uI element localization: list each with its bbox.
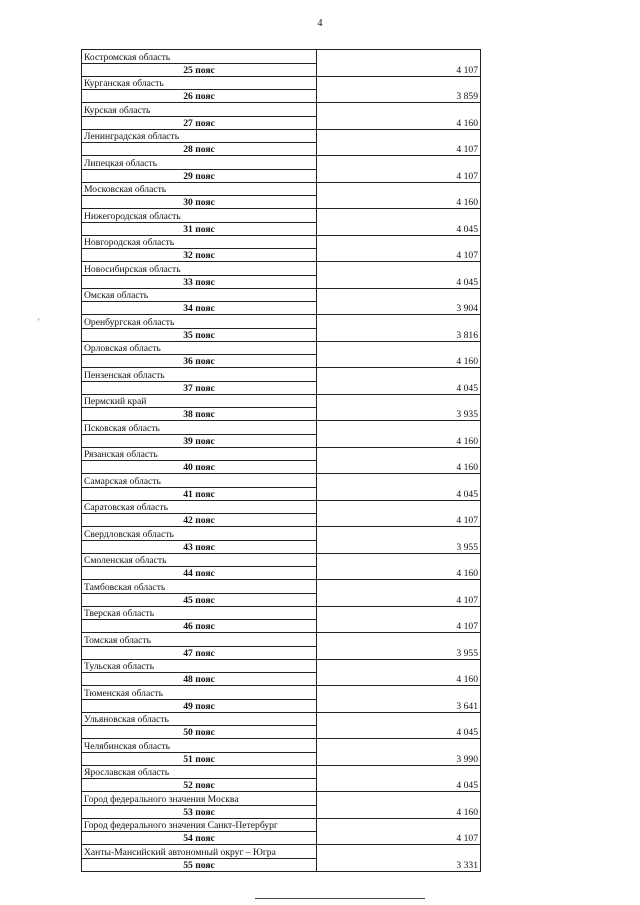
region-row (82, 606, 481, 620)
region-value: 4 160 (317, 553, 481, 580)
region-name: Тверская область (82, 606, 317, 620)
region-value: 4 160 (317, 341, 481, 368)
region-row (82, 580, 481, 594)
region-value: 4 160 (317, 659, 481, 686)
region-name: Курганская область (82, 76, 317, 90)
region-row (82, 818, 481, 832)
region-value: 4 107 (317, 235, 481, 262)
region-name: Нижегородская область (82, 209, 317, 223)
region-value: 4 107 (317, 129, 481, 156)
belt-label: 52 пояс (82, 779, 317, 792)
region-value: 3 955 (317, 633, 481, 660)
region-value: 4 045 (317, 765, 481, 792)
belt-label: 27 пояс (82, 116, 317, 129)
page-number: 4 (317, 18, 323, 29)
region-row (82, 103, 481, 117)
region-value: 4 045 (317, 712, 481, 739)
region-value: 4 107 (317, 580, 481, 607)
region-value: 3 641 (317, 686, 481, 713)
region-row (82, 182, 481, 196)
region-name: Самарская область (82, 474, 317, 488)
region-value: 4 107 (317, 50, 481, 77)
region-name: Рязанская область (82, 447, 317, 461)
region-row (82, 209, 481, 223)
belt-label: 44 пояс (82, 567, 317, 580)
belt-label: 36 пояс (82, 355, 317, 368)
belt-label: 47 пояс (82, 646, 317, 659)
belt-label: 35 пояс (82, 328, 317, 341)
region-value: 4 160 (317, 447, 481, 474)
belt-label: 49 пояс (82, 699, 317, 712)
belt-label: 39 пояс (82, 434, 317, 447)
region-name: Курская область (82, 103, 317, 117)
belt-label: 54 пояс (82, 832, 317, 845)
region-name: Омская область (82, 288, 317, 302)
region-row (82, 739, 481, 753)
region-row (82, 394, 481, 408)
belt-label: 38 пояс (82, 408, 317, 421)
region-row (82, 76, 481, 90)
belt-label: 48 пояс (82, 673, 317, 686)
belt-label: 33 пояс (82, 275, 317, 288)
region-row (82, 686, 481, 700)
region-name: Пермский край (82, 394, 317, 408)
region-name: Тульская область (82, 659, 317, 673)
region-value: 4 045 (317, 209, 481, 236)
region-name: Челябинская область (82, 739, 317, 753)
region-name: Ульяновская область (82, 712, 317, 726)
region-value: 3 990 (317, 739, 481, 766)
region-value: 4 160 (317, 421, 481, 448)
belt-label: 30 пояс (82, 196, 317, 209)
region-row (82, 368, 481, 382)
region-name: Московская область (82, 182, 317, 196)
region-name: Саратовская область (82, 500, 317, 514)
region-row (82, 500, 481, 514)
region-name: Ярославская область (82, 765, 317, 779)
belt-label: 40 пояс (82, 461, 317, 474)
region-row (82, 262, 481, 276)
belt-label: 25 пояс (82, 63, 317, 76)
belt-label: 29 пояс (82, 169, 317, 182)
region-row (82, 50, 481, 64)
region-name: Смоленская область (82, 553, 317, 567)
region-value: 4 107 (317, 156, 481, 183)
region-name: Пензенская область (82, 368, 317, 382)
region-row (82, 235, 481, 249)
belt-label: 26 пояс (82, 90, 317, 103)
region-value: 4 160 (317, 792, 481, 819)
region-value: 3 955 (317, 527, 481, 554)
region-row (82, 659, 481, 673)
region-value: 4 107 (317, 606, 481, 633)
region-row (82, 474, 481, 488)
region-row (82, 315, 481, 329)
region-name: Новгородская область (82, 235, 317, 249)
belt-label: 37 пояс (82, 381, 317, 394)
region-name: Орловская область (82, 341, 317, 355)
region-value: 3 935 (317, 394, 481, 421)
region-name: Тюменская область (82, 686, 317, 700)
belt-label: 43 пояс (82, 540, 317, 553)
region-value: 3 904 (317, 288, 481, 315)
belt-label: 31 пояс (82, 222, 317, 235)
region-name: Город федерального значения Москва (82, 792, 317, 806)
region-row (82, 712, 481, 726)
region-value: 4 045 (317, 474, 481, 501)
region-value: 3 331 (317, 845, 481, 872)
region-value: 4 045 (317, 262, 481, 289)
region-row (82, 421, 481, 435)
region-name: Томская область (82, 633, 317, 647)
region-row (82, 156, 481, 170)
region-name: Ханты-Мансийский автономный округ – Югра (82, 845, 317, 859)
region-value: 4 045 (317, 368, 481, 395)
region-name: Свердловская область (82, 527, 317, 541)
region-value: 4 160 (317, 182, 481, 209)
belt-label: 42 пояс (82, 514, 317, 527)
belt-label: 55 пояс (82, 858, 317, 871)
region-value: 4 107 (317, 818, 481, 845)
region-row (82, 845, 481, 859)
belt-label: 50 пояс (82, 726, 317, 739)
region-row (82, 765, 481, 779)
belt-label: 51 пояс (82, 752, 317, 765)
belt-label: 45 пояс (82, 593, 317, 606)
belt-table-body (82, 50, 481, 872)
belt-label: 34 пояс (82, 302, 317, 315)
belt-label: 41 пояс (82, 487, 317, 500)
region-row (82, 553, 481, 567)
region-row (82, 341, 481, 355)
region-row (82, 527, 481, 541)
region-name: Город федерального значения Санкт-Петербург (82, 818, 317, 832)
margin-mark: ' (38, 317, 40, 327)
region-value: 3 816 (317, 315, 481, 342)
region-row (82, 447, 481, 461)
belt-label: 46 пояс (82, 620, 317, 633)
belt-label: 32 пояс (82, 249, 317, 262)
region-value: 4 107 (317, 500, 481, 527)
region-value: 3 859 (317, 76, 481, 103)
region-row (82, 633, 481, 647)
belt-table (81, 49, 481, 872)
region-row (82, 129, 481, 143)
region-name: Костромская область (82, 50, 317, 64)
region-name: Тамбовская область (82, 580, 317, 594)
region-name: Новосибирская область (82, 262, 317, 276)
region-name: Оренбургская область (82, 315, 317, 329)
bottom-rule (255, 898, 425, 899)
belt-label: 28 пояс (82, 143, 317, 156)
region-name: Ленинградская область (82, 129, 317, 143)
region-value: 4 160 (317, 103, 481, 130)
region-name: Липецкая область (82, 156, 317, 170)
region-row (82, 288, 481, 302)
region-row (82, 792, 481, 806)
belt-label: 53 пояс (82, 805, 317, 818)
region-name: Псковская область (82, 421, 317, 435)
